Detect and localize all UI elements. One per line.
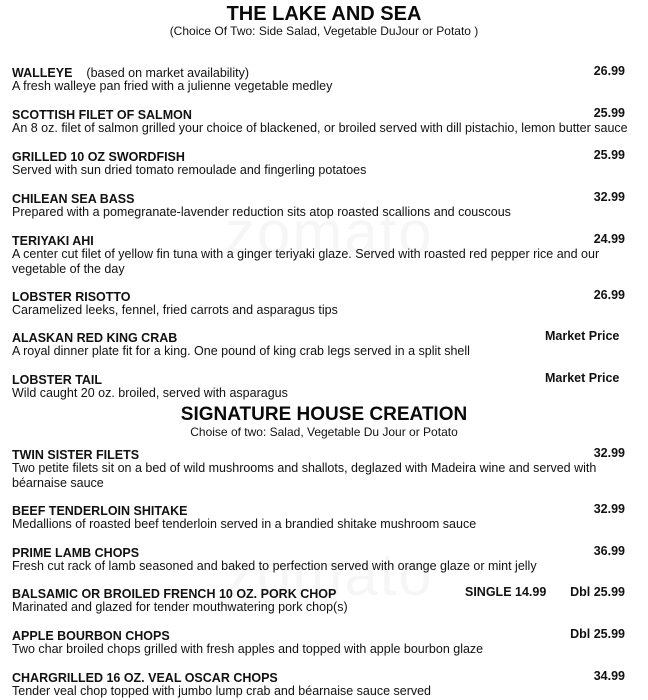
item-price: 32.99 [593, 446, 625, 460]
item-name: CHARGRILLED 16 OZ. VEAL OSCAR CHOPS [12, 671, 278, 685]
item-price: 25.99 [593, 106, 625, 120]
item-description: Two char broiled chops grilled with fresh apples and topped with apple bourbon glaze [12, 642, 484, 656]
item-name: WALLEYE [12, 66, 73, 80]
menu-item-veal-oscar-chops [12, 669, 637, 699]
section-subtitle: (Choice Of Two: Side Salad, Vegetable DuJour or Potato ) [169, 24, 479, 38]
menu-item-king-crab [12, 329, 637, 359]
item-price: Market Price [545, 371, 620, 385]
item-price: 36.99 [593, 544, 625, 558]
item-price: 24.99 [593, 232, 625, 246]
menu-item-pork-chop [12, 585, 637, 615]
item-description: A center cut filet of yellow fin tuna with a ginger teriyaki glaze. Served with roasted red pepper rice and our vegetable of the day [12, 247, 600, 276]
item-price-single: SINGLE 14.99 [465, 585, 547, 599]
item-name: TWIN SISTER FILETS [12, 448, 140, 462]
section-title-lake-and-sea: THE LAKE AND SEA [226, 3, 422, 25]
item-description: Wild caught 20 oz. broiled, served with asparagus [12, 386, 288, 400]
menu-item-beef-tenderloin [12, 502, 637, 532]
item-name: CHILEAN SEA BASS [12, 192, 135, 206]
item-description: Served with sun dried tomato remoulade and fingerling potatoes [12, 163, 367, 177]
item-description: Tender veal chop topped with jumbo lump crab and béarnaise sauce served [12, 684, 432, 698]
item-price: Market Price [545, 329, 620, 343]
item-price: Dbl 25.99 [570, 627, 625, 641]
item-name: APPLE BOURBON CHOPS [12, 629, 170, 643]
menu-item-apple-bourbon-chops [12, 627, 637, 657]
item-price: 32.99 [593, 502, 625, 516]
item-description: Two petite filets sit on a bed of wild mushrooms and shallots, deglazed with Madeira wine and served with béarnaise sauce [12, 461, 597, 490]
menu-item-salmon [12, 106, 637, 136]
item-note: (based on market availability) [86, 66, 249, 80]
item-description: Prepared with a pomegranate-lavender reduction sits atop roasted scallions and couscous [12, 205, 511, 219]
item-name: PRIME LAMB CHOPS [12, 546, 140, 560]
item-name: BEEF TENDERLOIN SHITAKE [12, 504, 188, 518]
item-description: An 8 oz. filet of salmon grilled your choice of blackened, or broiled served with dill pistachio, lemon butter sauce [12, 121, 628, 135]
item-description: Marinated and glazed for tender mouthwatering pork chop(s) [12, 600, 348, 614]
item-price: 25.99 [593, 148, 625, 162]
item-price: 26.99 [593, 64, 625, 78]
item-description: A royal dinner plate fit for a king. One pound of king crab legs served in a split shell [12, 344, 470, 358]
item-description: Medallions of roasted beef tenderloin served in a brandied shitake mushroom sauce [12, 517, 477, 531]
item-name: GRILLED 10 OZ SWORDFISH [12, 150, 185, 164]
menu-item-lobster-risotto [12, 288, 637, 318]
menu-item-prime-lamb-chops [12, 544, 637, 574]
item-price: 26.99 [593, 288, 625, 302]
menu-item-teriyaki-ahi [12, 232, 637, 277]
item-price: 32.99 [593, 190, 625, 204]
section-subtitle: Choise of two: Salad, Vegetable Du Jour or Potato [190, 425, 458, 439]
item-name: TERIYAKI AHI [12, 234, 94, 248]
item-description: A fresh walleye pan fried with a julienne vegetable medley [12, 79, 333, 93]
section-title-signature-house-creation: SIGNATURE HOUSE CREATION [180, 404, 468, 425]
item-price: 34.99 [593, 669, 625, 683]
menu-item-swordfish [12, 148, 637, 178]
menu-item-sea-bass [12, 190, 637, 220]
item-name: SCOTTISH FILET OF SALMON [12, 108, 192, 122]
item-name: BALSAMIC OR BROILED FRENCH 10 OZ. PORK CHOP [12, 587, 337, 601]
item-price-double: Dbl 25.99 [570, 585, 625, 599]
item-name: LOBSTER TAIL [12, 373, 103, 387]
item-description: Fresh cut rack of lamb seasoned and baked to perfection served with orange glaze or mint jelly [12, 559, 537, 573]
item-name: ALASKAN RED KING CRAB [12, 331, 178, 345]
item-description: Caramelized leeks, fennel, fried carrots and asparagus tips [12, 303, 338, 317]
item-name: LOBSTER RISOTTO [12, 290, 131, 304]
menu-item-lobster-tail [12, 371, 637, 401]
menu-item-twin-sister-filets [12, 446, 637, 491]
menu-item-walleye [12, 64, 637, 94]
